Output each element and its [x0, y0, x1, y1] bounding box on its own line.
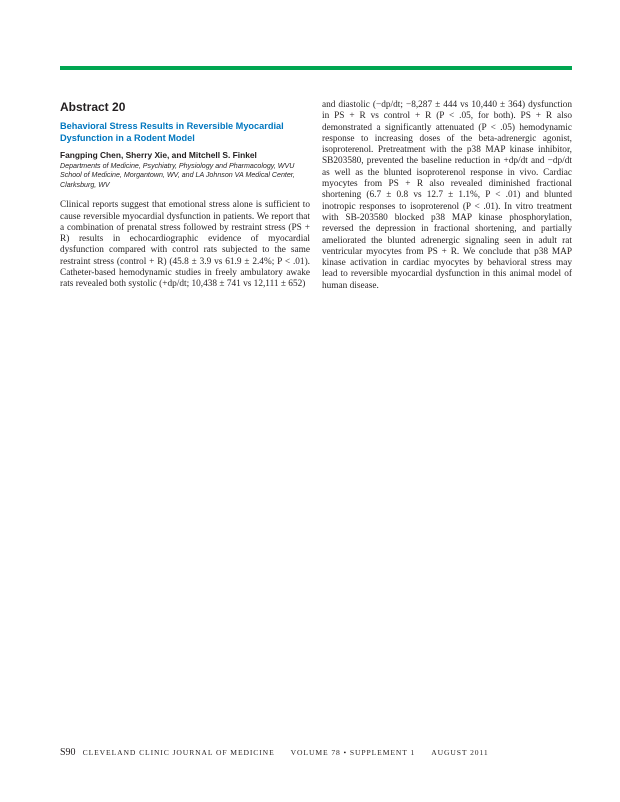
issue-date: AUGUST 2011 [431, 748, 489, 757]
header-rule [60, 66, 572, 70]
journal-name: CLEVELAND CLINIC JOURNAL OF MEDICINE [82, 748, 275, 757]
affiliation: Departments of Medicine, Psychiatry, Physiology and Pharmacology, WVU School of Medicine, Morgantown, WV, and LA Johnson VA Medical Center, Clarksburg, WV [60, 162, 295, 189]
abstract-label: Abstract 20 [60, 100, 126, 114]
article-title: Behavioral Stress Results in Reversible Myocardial Dysfunction in a Rodent Model [60, 121, 284, 143]
volume-info: VOLUME 78 • SUPPLEMENT 1 [290, 748, 416, 757]
page-number: S90 [60, 747, 76, 758]
abstract-text-right: and diastolic (−dp/dt; −8,287 ± 444 vs 10,440 ± 364) dysfunction in PS + R vs control + R (P < .05, for both). PS + R also demonstrated a significantly attenuated (P < .05) hemodynamic response to increasing doses of the beta-adrenergic agonist, isoproterenol. Pretreatment with the p38 MAP kinase inhibitor, SB203580, prevented the baseline reduction in +dp/dt and −dp/dt as well as the blunted isoproterenol response in vivo. Cardiac myocytes from PS + R also revealed diminished fractional shortening (6.7 ± 0.8 vs 12.7 ± 1.1%, P < .01) and blunted inotropic responses to isoproterenol (P < .01). In vitro treatment with SB-203580 blocked p38 MAP kinase phosphorylation, reversed the depression in fractional shortening, and partially ameliorated the blunted adrenergic signaling seen in adult rat ventricular myocytes from PS + R. We conclude that p38 MAP kinase activation in cardiac myocytes by behavioral stress may lead to reversible myocardial dysfunction in this animal model of human disease. [322, 100, 572, 291]
left-column [60, 100, 310, 291]
abstract-text-left: Clinical reports suggest that emotional stress alone is sufficient to cause reversible myocardial dysfunction in patients. We report that a combination of prenatal stress followed by restraint stress (PS + R) results in echocardiographic evidence of myocardial dysfunction compared with control rats subjected to the same restraint stress (control + R) (45.8 ± 3.9 vs 61.9 ± 2.4%; P < .01). Catheter-based hemodynamic studies in freely ambulatory awake rats revealed both systolic (+dp/dt; 10,438 ± 741 vs 12,111 ± 652) [60, 200, 310, 290]
authors: Fangping Chen, Sherry Xie, and Mitchell S. Finkel [60, 150, 257, 160]
page-footer [60, 747, 489, 758]
right-column [322, 100, 572, 292]
